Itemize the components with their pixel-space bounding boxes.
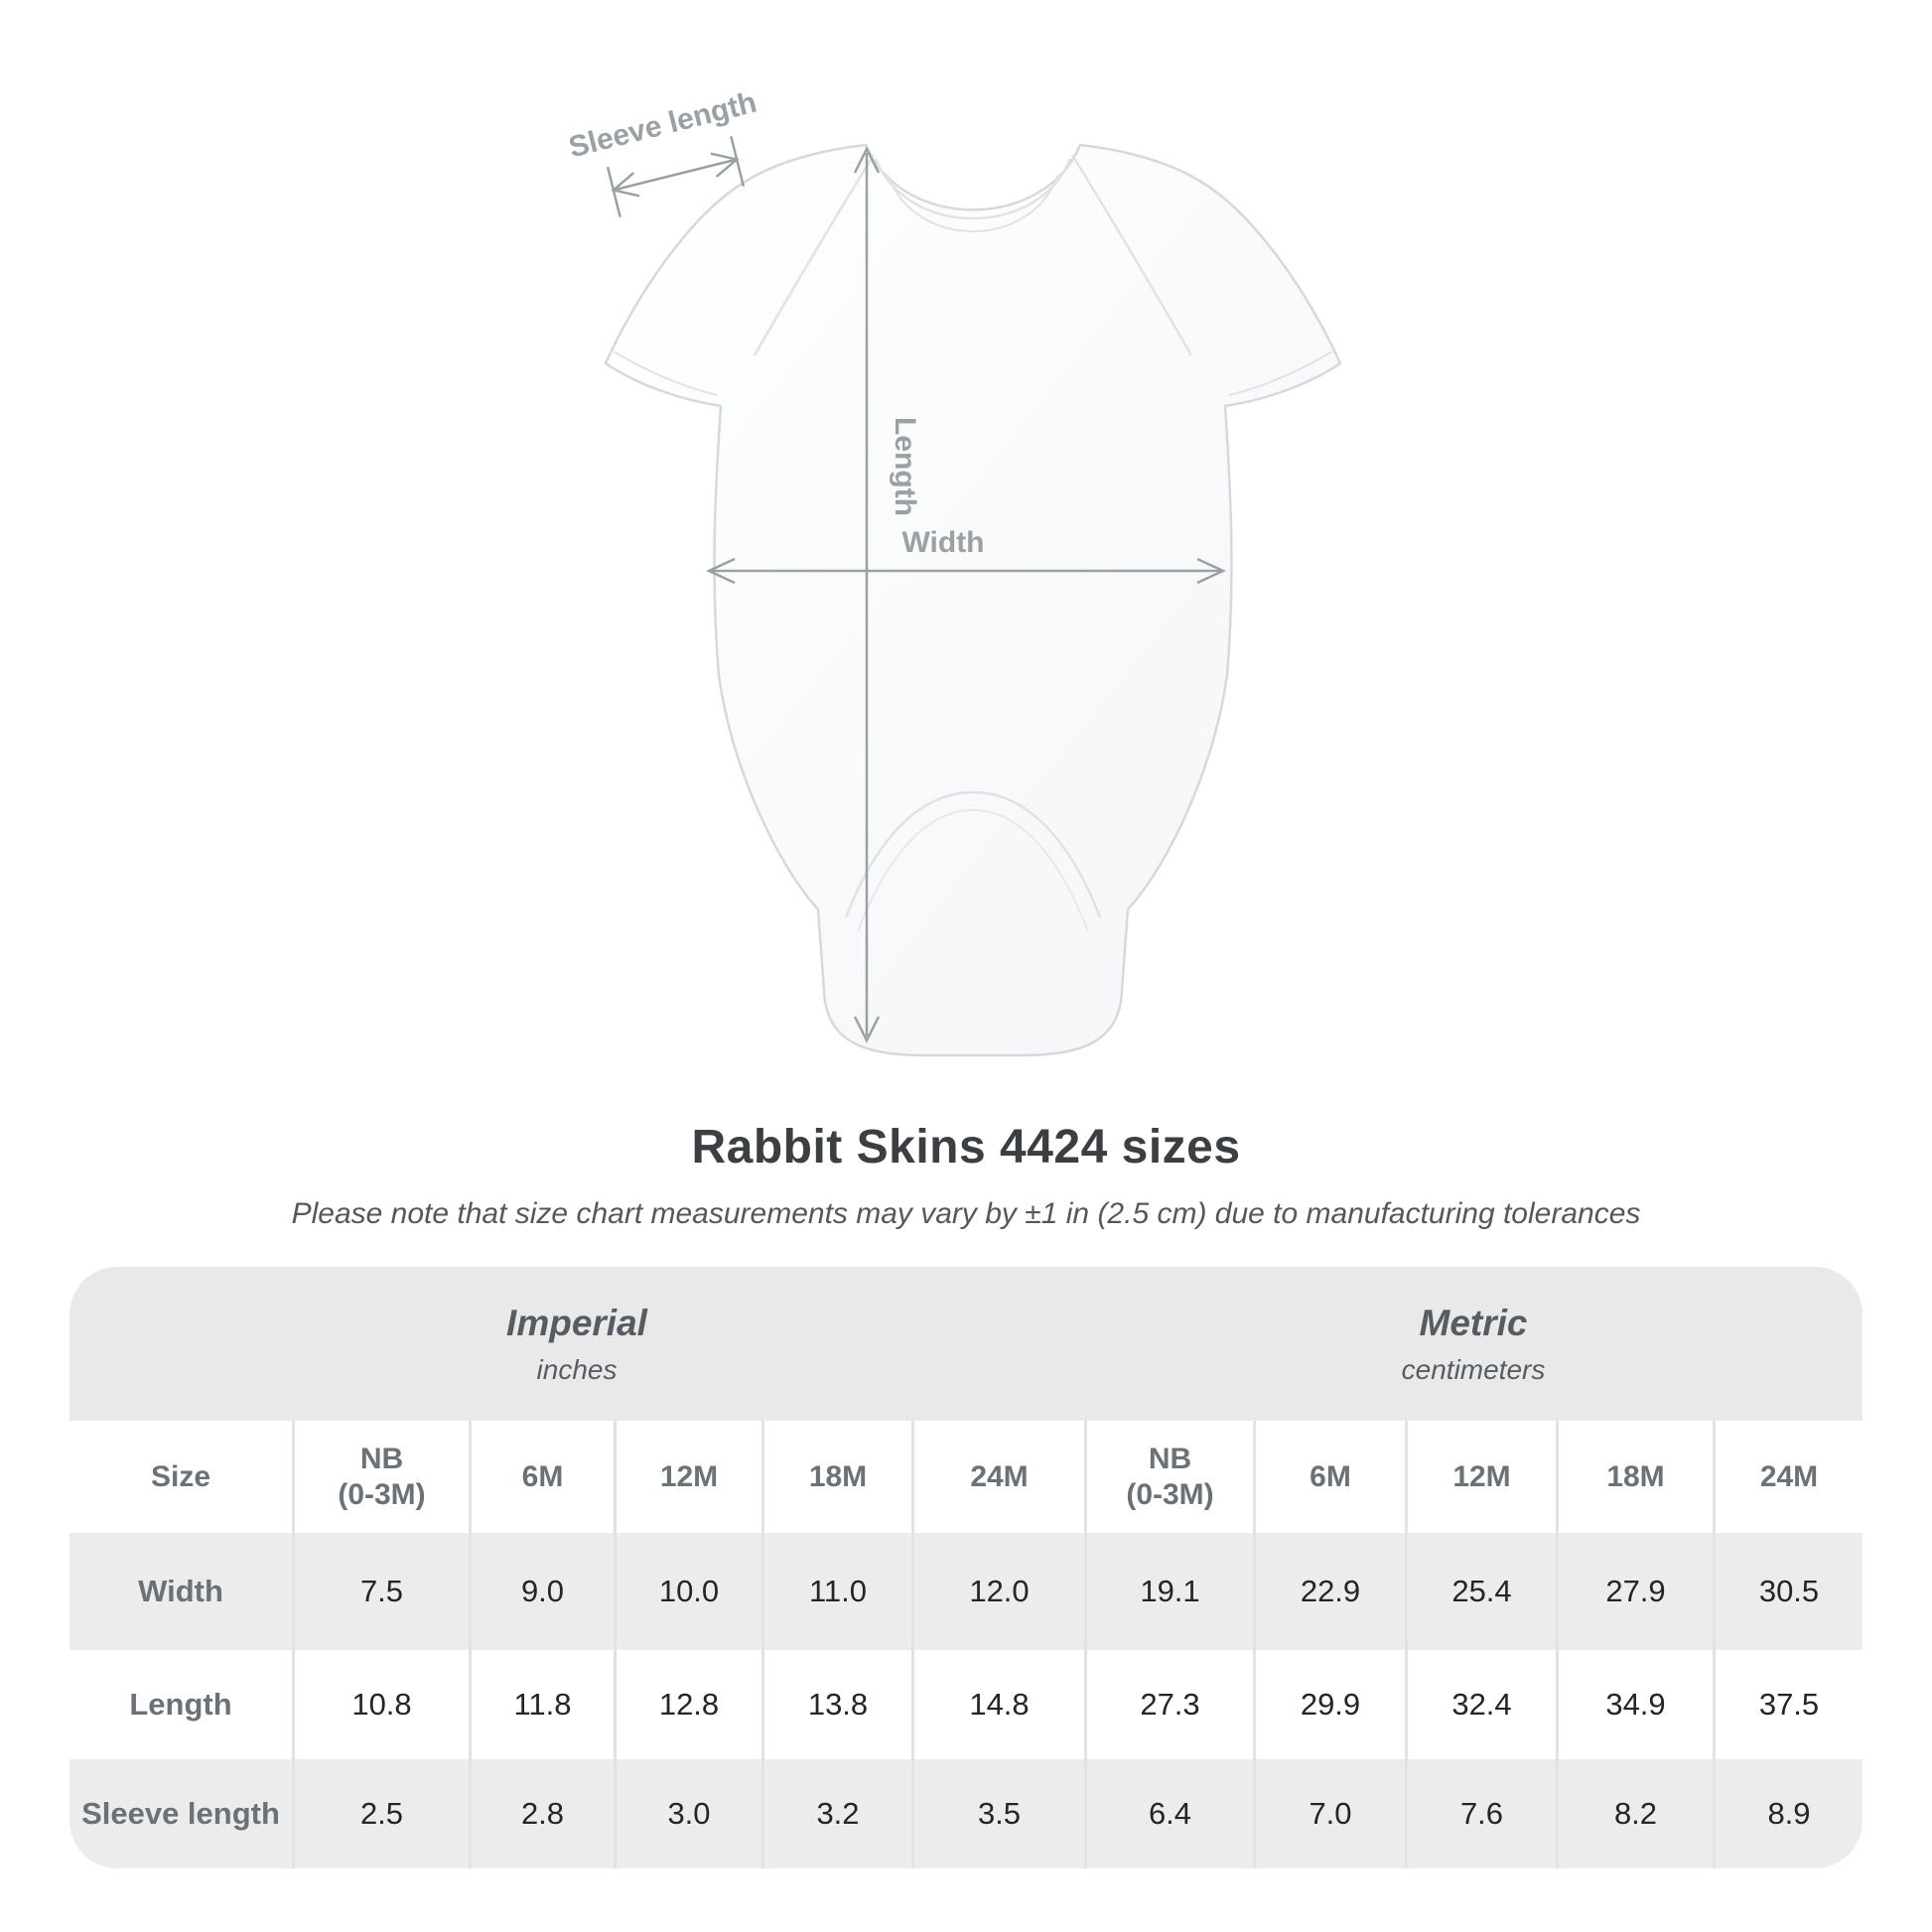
column-header-nb-metric	[1084, 1421, 1253, 1533]
sleeve-12m-imperial	[614, 1759, 761, 1868]
value-text: 7.6	[1459, 1796, 1504, 1832]
value-text: 27.9	[1605, 1574, 1666, 1609]
column-header-24m-metric	[1713, 1421, 1863, 1533]
value-text: 30.5	[1758, 1574, 1820, 1609]
sleeve-6m-imperial	[469, 1759, 614, 1868]
value-text: 11.0	[808, 1574, 868, 1609]
column-header-24m-imperial	[911, 1421, 1084, 1533]
sleeve-18m-imperial	[761, 1759, 911, 1868]
value-text: 12.0	[969, 1574, 1030, 1609]
metric-label: Metric	[1419, 1302, 1528, 1343]
column-header-row	[69, 1421, 1863, 1533]
width-label: Width	[901, 526, 985, 559]
length-nb-metric	[1084, 1650, 1253, 1759]
value-text: 14.8	[969, 1687, 1030, 1723]
value-text: 2.5	[359, 1796, 404, 1832]
length-12m-imperial	[614, 1650, 761, 1759]
column-header-18m-metric	[1556, 1421, 1713, 1533]
column-header-6m-imperial	[469, 1421, 614, 1533]
col-label: 18M	[808, 1459, 868, 1493]
value-text: 37.5	[1758, 1687, 1820, 1723]
width-nb-metric	[1084, 1533, 1253, 1650]
col-label: 12M	[1452, 1459, 1511, 1493]
col-label: NB	[1148, 1442, 1192, 1475]
col-label: 6M	[521, 1459, 564, 1493]
length-18m-metric	[1556, 1650, 1713, 1759]
sleeve-24m-metric	[1713, 1759, 1863, 1868]
value-text: 10.8	[351, 1687, 412, 1723]
column-header-6m-metric	[1253, 1421, 1405, 1533]
value-text: 19.1	[1140, 1574, 1200, 1609]
row-label-text: Width	[138, 1574, 223, 1609]
length-6m-imperial	[469, 1650, 614, 1759]
width-24m-imperial	[911, 1533, 1084, 1650]
value-text: 34.9	[1605, 1687, 1666, 1723]
value-text: 7.0	[1309, 1796, 1352, 1832]
metric-sublabel: centimeters	[1401, 1353, 1546, 1385]
value-text: 8.9	[1767, 1796, 1811, 1832]
tolerance-note: Please note that size chart measurements may vary by ±1 in (2.5 cm) due to manufacturing tolerances	[291, 1197, 1641, 1230]
column-header-12m-imperial	[614, 1421, 761, 1533]
size-chart-table	[69, 1267, 1863, 1868]
imperial-label: Imperial	[506, 1302, 647, 1343]
size-header-label: Size	[150, 1459, 211, 1493]
col-label: 6M	[1310, 1459, 1351, 1493]
length-18m-imperial	[761, 1650, 911, 1759]
sleeve-length-label: Sleeve length	[565, 85, 760, 165]
value-text: 3.5	[977, 1796, 1022, 1832]
value-text: 3.2	[816, 1796, 860, 1832]
value-text: 12.8	[658, 1687, 720, 1723]
value-text: 32.4	[1451, 1687, 1512, 1723]
sleeve-nb-metric	[1084, 1759, 1253, 1868]
bodysuit-size-diagram	[556, 58, 1390, 1070]
width-6m-imperial	[469, 1533, 614, 1650]
length-24m-metric	[1713, 1650, 1863, 1759]
value-text: 3.0	[667, 1796, 711, 1832]
col-label: 24M	[1759, 1459, 1819, 1493]
table-row-sleeve-length	[69, 1759, 1863, 1868]
sleeve-6m-metric	[1253, 1759, 1405, 1868]
table-row-length	[69, 1650, 1863, 1759]
row-label-text: Length	[129, 1687, 232, 1723]
value-text: 13.8	[807, 1687, 869, 1723]
imperial-sublabel: inches	[536, 1353, 618, 1385]
length-nb-imperial	[292, 1650, 469, 1759]
length-6m-metric	[1253, 1650, 1405, 1759]
sleeve-12m-metric	[1405, 1759, 1556, 1868]
col-label: 18M	[1606, 1459, 1665, 1493]
col-label: 12M	[659, 1459, 719, 1493]
onesie-outline	[606, 145, 1340, 1055]
value-text: 8.2	[1613, 1796, 1658, 1832]
length-label: Length	[889, 417, 921, 516]
column-header-18m-imperial	[761, 1421, 911, 1533]
width-24m-metric	[1713, 1533, 1863, 1650]
length-24m-imperial	[911, 1650, 1084, 1759]
width-18m-imperial	[761, 1533, 911, 1650]
row-label-text: Sleeve length	[81, 1796, 280, 1832]
width-12m-imperial	[614, 1533, 761, 1650]
value-text: 27.3	[1140, 1687, 1200, 1723]
width-nb-imperial	[292, 1533, 469, 1650]
imperial-unit-group	[69, 1267, 1084, 1421]
bodysuit-illustration	[556, 58, 1390, 1070]
value-text: 25.4	[1451, 1574, 1512, 1609]
table-row-width	[69, 1533, 1863, 1650]
value-text: 9.0	[520, 1574, 565, 1609]
row-label-sleeve-length	[69, 1759, 292, 1868]
column-header-size	[69, 1421, 292, 1533]
col-label: NB	[359, 1442, 404, 1475]
column-header-12m-metric	[1405, 1421, 1556, 1533]
width-6m-metric	[1253, 1533, 1405, 1650]
value-text: 10.0	[658, 1574, 720, 1609]
width-12m-metric	[1405, 1533, 1556, 1650]
unit-header-band	[69, 1267, 1863, 1421]
column-header-nb-imperial	[292, 1421, 469, 1533]
value-text: 29.9	[1300, 1687, 1361, 1723]
width-18m-metric	[1556, 1533, 1713, 1650]
sleeve-18m-metric	[1556, 1759, 1713, 1868]
sleeve-nb-imperial	[292, 1759, 469, 1868]
length-12m-metric	[1405, 1650, 1556, 1759]
row-label-width	[69, 1533, 292, 1650]
page-title: Rabbit Skins 4424 sizes	[691, 1121, 1241, 1173]
value-text: 22.9	[1300, 1574, 1361, 1609]
value-text: 2.8	[520, 1796, 565, 1832]
sleeve-24m-imperial	[911, 1759, 1084, 1868]
value-text: 11.8	[513, 1687, 572, 1723]
col-sublabel: (0-3M)	[338, 1477, 426, 1511]
col-sublabel: (0-3M)	[1126, 1477, 1214, 1511]
metric-unit-group	[1084, 1267, 1863, 1421]
col-label: 24M	[970, 1459, 1029, 1493]
row-label-length	[69, 1650, 292, 1759]
value-text: 6.4	[1148, 1796, 1192, 1832]
value-text: 7.5	[359, 1574, 404, 1609]
